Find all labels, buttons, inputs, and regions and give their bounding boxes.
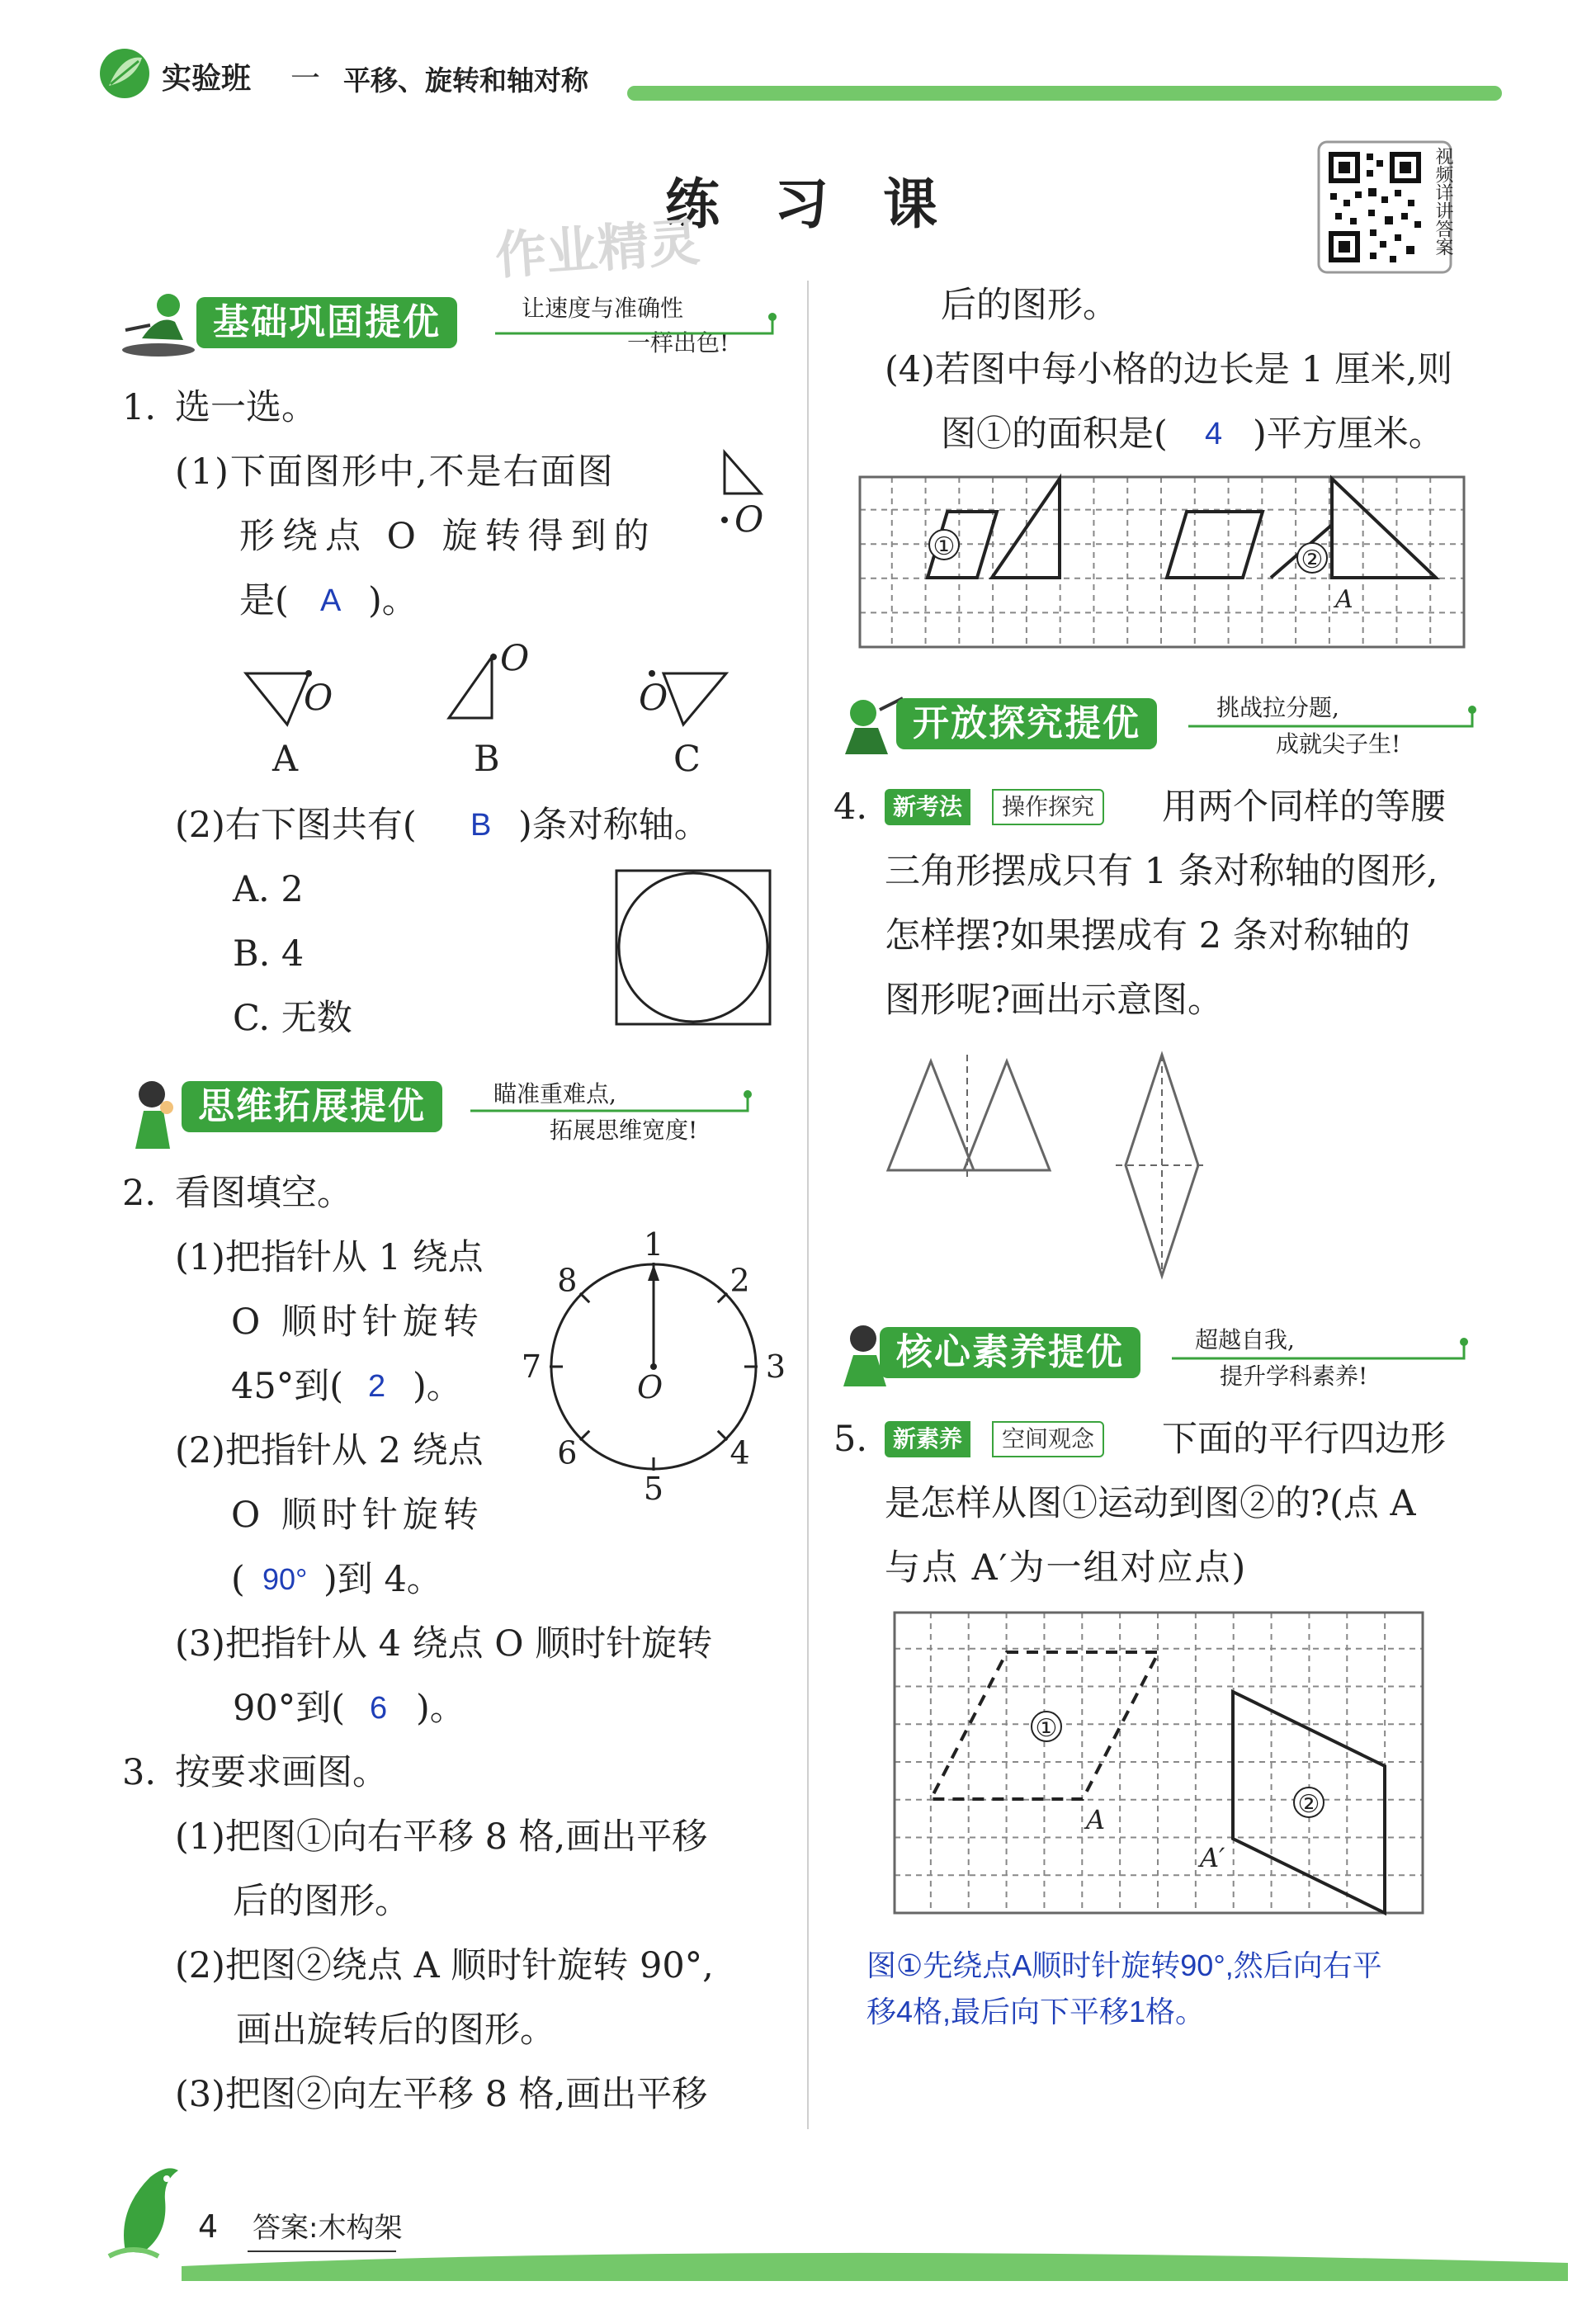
q1-p1-line2: 形绕点 O 旋转得到的 [239, 516, 657, 557]
section-basic-slogan-2: 一样出色! [627, 329, 730, 357]
q5-number: 5. [833, 1419, 868, 1460]
q2-p1-line3a: 45°到( [231, 1366, 343, 1407]
header-unit: 平移、旋转和轴对称 [343, 64, 588, 97]
section-basic-slogan-1: 让速度与准确性 [522, 295, 684, 322]
q4-tag-new-method: 新考法 [885, 789, 970, 825]
q3-p3-line1: (3)把图②向左平移 8 格,画出平移 [175, 2074, 708, 2115]
q4-rhombus-figure [1116, 1048, 1206, 1287]
mascot-thinker-icon [119, 1078, 185, 1154]
q1-option-c-label[interactable]: C [673, 739, 701, 780]
q5-line1: 下面的平行四边形 [1162, 1419, 1446, 1460]
q3-point-a-label: A [1335, 585, 1353, 614]
q2-p2-line3b: )到 4。 [323, 1559, 442, 1600]
q1-number: 1. [122, 387, 157, 428]
q1-p2-b: )条对称轴。 [518, 805, 710, 846]
q2-p2-line1: (2)把指针从 2 绕点 [175, 1430, 484, 1471]
q3-grid-figure [858, 475, 1469, 649]
q2-p1-line3b: )。 [413, 1366, 462, 1407]
q2-p3-line2a: 90°到( [233, 1688, 345, 1729]
section-open-title: 开放探究提优 [896, 698, 1157, 749]
q4-line3: 怎样摆?如果摆成有 2 条对称轴的 [885, 915, 1410, 956]
watermark: 作业精灵 [493, 211, 702, 286]
q1-option-c-point: O [639, 678, 668, 719]
q1-p1-line3b: )。 [368, 580, 418, 621]
q5-line2: 是怎样从图①运动到图②的?(点 A [885, 1483, 1416, 1524]
clock-number-3: 3 [765, 1348, 786, 1385]
q1-p2-option-a[interactable]: A. 2 [233, 869, 304, 910]
clock-number-5: 5 [643, 1471, 664, 1507]
q3-p4-line2a: 图①的面积是( [941, 413, 1168, 455]
clock-number-6: 6 [557, 1434, 578, 1471]
section-thinking-slogan-2: 拓展思维宽度! [550, 1117, 698, 1144]
section-thinking-slogan-1: 瞄准重难点, [493, 1080, 616, 1107]
q2-p3-line2b: )。 [416, 1688, 465, 1729]
q1-square-circle-figure [614, 868, 772, 1027]
section-thinking-rule [470, 1089, 759, 1114]
q3-p4-line1: (4)若图中每小格的边长是 1 厘米,则 [885, 349, 1453, 390]
q1-p1-answer[interactable]: A [320, 583, 342, 618]
clock-number-7: 7 [521, 1348, 542, 1385]
q3-p2-line2: 画出旋转后的图形。 [236, 2010, 555, 2051]
q3-fig1-label: ① [933, 532, 956, 561]
footer-page-number: 4 [198, 2208, 219, 2245]
q1-option-b-point: O [500, 638, 530, 679]
q2-p2-line3a: ( [231, 1559, 245, 1600]
q5-tag-spatial: 空间观念 [992, 1421, 1104, 1457]
q2-p1-answer[interactable]: 2 [368, 1369, 386, 1404]
q2-clock-center-label: O [637, 1369, 663, 1405]
q5-fig2-label: ② [1297, 1790, 1320, 1819]
q2-p1-line1: (1)把指针从 1 绕点 [175, 1237, 484, 1278]
footer-stripe [0, 2233, 1596, 2283]
section-core-slogan-2: 提升学科素养! [1220, 1363, 1368, 1390]
clock-tick-8 [580, 1293, 589, 1302]
q1-p2-answer[interactable]: B [470, 808, 492, 843]
clock-number-4: 4 [730, 1434, 750, 1471]
q2-stem: 看图填空。 [175, 1173, 352, 1214]
footer-answer-label: 答案:木构架 [253, 2212, 403, 2245]
q1-reference-point: O [734, 499, 764, 541]
q5-fig1-label: ① [1035, 1714, 1058, 1743]
clock-number-2: 2 [730, 1262, 750, 1299]
clock-number-1: 1 [643, 1226, 664, 1263]
column-divider [807, 281, 809, 2129]
q1-option-a-label[interactable]: A [272, 739, 299, 780]
q3-fig2-label: ② [1301, 545, 1324, 574]
q1-option-a-point: O [304, 678, 333, 719]
q3-number: 3. [122, 1752, 157, 1793]
q1-option-b-label[interactable]: B [474, 739, 500, 780]
q4-line4: 图形呢?画出示意图。 [885, 980, 1224, 1021]
q2-number: 2. [122, 1173, 157, 1214]
q4-line2: 三角形摆成只有 1 条对称轴的图形, [885, 851, 1438, 892]
header-series: 实验班 [162, 62, 252, 96]
section-core-rule [1172, 1337, 1477, 1362]
q5-answer-line2[interactable]: 移4格,最后向下平移1格。 [866, 1995, 1206, 2028]
page-title: 练 习 课 [665, 172, 937, 236]
q5-tag-new-quality: 新素养 [885, 1421, 970, 1457]
section-core-title: 核心素养提优 [880, 1327, 1140, 1378]
q2-p1-line2: O 顺时针旋转 [231, 1301, 484, 1343]
q2-clock-figure [521, 1226, 786, 1509]
q3-p1-line1: (1)把图①向右平移 8 格,画出平移 [175, 1816, 708, 1858]
section-basic-title: 基础巩固提优 [196, 297, 457, 348]
q3-p4-line2b: )平方厘米。 [1253, 413, 1444, 455]
q1-p2-option-c[interactable]: C. 无数 [233, 998, 352, 1039]
q1-p1-line1: (1)下面图形中,不是右面图 [175, 451, 615, 493]
mascot-skater-icon [117, 289, 200, 358]
qr-label: 视频详讲答案 [1433, 147, 1453, 256]
leaf-logo-icon [97, 46, 152, 101]
q4-number: 4. [833, 786, 868, 828]
q4-two-triangles-figure [885, 1055, 1050, 1178]
q2-p2-answer[interactable]: 90° [262, 1562, 308, 1596]
clock-tick-2 [718, 1293, 727, 1302]
clock-number-8: 8 [557, 1262, 578, 1299]
q1-p2-option-b[interactable]: B. 4 [233, 933, 305, 975]
section-open-rule [1188, 705, 1485, 730]
q3-p3-line2: 后的图形。 [941, 285, 1118, 326]
q1-p1-line3a: 是( [239, 580, 289, 621]
header-stripe [594, 83, 1502, 104]
q1-p2-a: (2)右下图共有( [175, 805, 417, 846]
q5-point-a-label: A [1086, 1804, 1106, 1835]
q3-p4-answer[interactable]: 4 [1205, 417, 1223, 451]
q5-grid-figure [893, 1611, 1426, 1916]
section-core-slogan-1: 超越自我, [1195, 1326, 1295, 1353]
q1-option-b-shape [446, 645, 503, 728]
q2-p3-line1: (3)把指针从 4 绕点 O 顺时针旋转 [175, 1623, 713, 1665]
section-basic-rule [495, 312, 784, 337]
q2-p2-line2: O 顺时针旋转 [231, 1495, 484, 1536]
clock-tick-6 [580, 1431, 589, 1440]
section-open-slogan-1: 挑战拉分题, [1216, 694, 1339, 721]
q3-p1-line2: 后的图形。 [233, 1881, 410, 1922]
q1-stem: 选一选。 [175, 387, 317, 428]
section-thinking-title: 思维拓展提优 [182, 1081, 442, 1132]
header-dash: 一 [290, 62, 321, 96]
q5-answer-line1[interactable]: 图①先绕点A顺时针旋转90°,然后向右平 [866, 1948, 1382, 1982]
q5-point-a2-label: A′ [1200, 1842, 1225, 1873]
q3-p2-line1: (2)把图②绕点 A 顺时针旋转 90°, [175, 1945, 714, 1986]
q4-tag-operation: 操作探究 [992, 789, 1104, 825]
q2-p3-answer[interactable]: 6 [370, 1691, 388, 1726]
q5-line3: 与点 A′为一组对应点) [885, 1547, 1248, 1589]
section-open-slogan-2: 成就尖子生! [1276, 730, 1401, 758]
q3-stem: 按要求画图。 [175, 1752, 388, 1793]
clock-tick-4 [718, 1431, 727, 1440]
q4-line1: 用两个同样的等腰 [1162, 786, 1446, 828]
